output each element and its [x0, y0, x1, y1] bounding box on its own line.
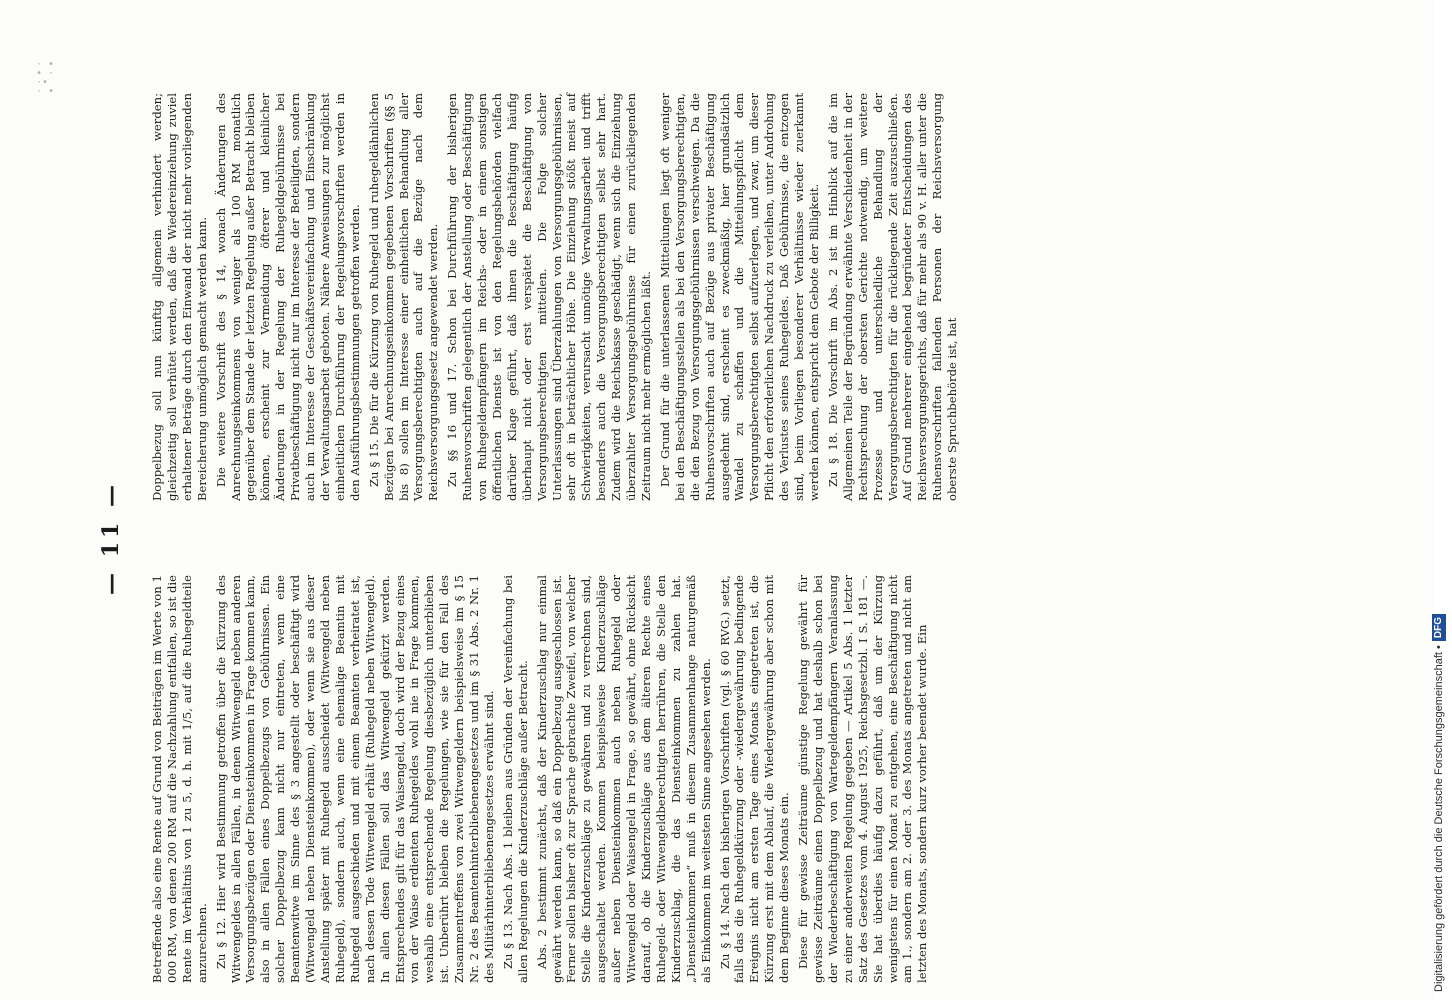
paragraph: Betreffende also eine Rente auf Grund von Beiträgen im Werte von 1 000 RM, von denen 200 RM auf die Nachzahlung entfallen, so ist die Rente im Verhältnis von 1 zu 5, d. h. mit 1/5, auf die Ruhegeldteile anzurechnen.: [150, 575, 209, 983]
credit-text: Digitalisierung gefördert durch die Deutsche Forschungsgemeinschaft •: [1432, 645, 1445, 992]
dfg-logo: DFG: [1432, 614, 1446, 641]
margin-specks: · ∙ ∙ · ·∙ · ∙: [36, 59, 55, 97]
paragraph: Zu § 14. Nach den bisherigen Vorschriften (vgl. § 60 RVG.) setzt, falls das die Ruhegeldkürzung oder -wiedergewährung bedingende Ereignis nicht am ersten Tage eines Monats eingetreten ist, die Kürzung erst mit dem Ablauf, die Wiedergewährung aber schon mit dem Beginne dieses Monats ein.: [717, 575, 792, 983]
paragraph: Der Grund für die unterlassenen Mitteilungen liegt oft weniger bei den Beschäftigungsstellen als bei den Versorgungsberechtigten, die den Bezug von Versorgungsgebührnissen verschweigen. Da die Ruhensvorschriften auch auf Bezüge aus privater Beschäftigung ausgedehnt sind, erscheint es zweckmäßig, hier grundsätzlich Wandel zu schaffen und die Mitteilungspflicht dem Versorgungsberechtigten selbst aufzuerlegen, und zwar, um dieser Pflicht den erforderlichen Nachdruck zu verleihen, unter Androhung des Verlustes seines Ruhegeldes. Daß Gebührnisse, die entzogen sind, beim Vorliegen besonderer Verhältnisse wieder zuerkannt werden können, entspricht dem Gebote der Billigkeit.: [657, 93, 821, 501]
paragraph: Zu § 15. Die für die Kürzung von Ruhegeld und ruhegeldähnlichen Bezügen bei Anrechnungseinkommen gegebenen Vorschriften (§§ 5 bis 8) sollen im Interesse einer einheitlichen Behandlung aller Versorgungsberechtigten auch auf die Bezüge nach dem Reichsversorgungsgesetz angewendet werden.: [366, 93, 441, 501]
page-number-header: — 11 —: [98, 481, 124, 595]
paragraph: Zu § 12. Hier wird Bestimmung getroffen über die Kürzung des Witwengeldes in allen Fällen, in denen Witwengeld neben anderen Versorgungsbezügen oder Diensteinkommen in Frage kommen kann, also in allen Fällen eines Doppelbezugs von Gebührnissen. Ein solcher Doppelbezug kann nicht nur eintreten, wenn eine Beamtenwitwe im Sinne des § 3 angestellt oder beschäftigt wird (Witwengeld neben Diensteinkommen), oder wenn sie aus dieser Anstellung später mit Ruhegeld ausscheidet (Witwengeld neben Ruhegeld), sondern auch, wenn eine ehemalige Beamtin mit Ruhegeld ausgeschieden und mit einem Beamten verheiratet ist, nach dessen Tode Witwengeld erhält (Ruhegeld neben Witwengeld). In allen diesen Fällen soll das Witwengeld gekürzt werden. Entsprechendes gilt für das Waisengeld, doch wird der Bezug eines von der Waise erdienten Ruhegeldes wohl nie in Frage kommen, weshalb eine entsprechende Regelung diesbezüglich unterblieben ist. Unberührt bleiben die Regelungen, wie sie für den Fall des Zusammentreffens von zwei Witwengeldern beispielsweise im § 15 Nr. 2 des Beamtenhinterbliebenengesetzes und im § 31 Abs. 2 Nr. 1 des Militärhinterbliebenengesetzes erwähnt sind.: [213, 575, 496, 983]
paragraph: Zu §§ 16 und 17. Schon bei Durchführung der bisherigen Ruhensvorschriften gelegentlich der Anstellung oder Beschäftigung von Ruhegeldempfängern im Reichs- oder in einem sonstigen öffentlichen Dienste ist von den Regelungsbehörden vielfach darüber Klage geführt, daß ihnen die Beschäftigung häufig überhaupt nicht oder erst verspätet die Beschäftigung von Versorgungsberechtigten mitteilen. Die Folge solcher Unterlassungen sind Überzahlungen von Versorgungsgebührnissen, sehr oft in beträchtlicher Höhe. Die Einziehung stößt meist auf Schwierigkeiten, verursacht unnötige Verwaltungsarbeit und trifft besonders auch die Versorgungsberechtigten selbst sehr hart. Zudem wird die Reichskasse geschädigt, wenn sich die Einziehung überzahlter Versorgungsgebührnisse für einen zurückliegenden Zeitraum nicht mehr ermöglichen läßt.: [445, 93, 653, 501]
dfg-credit-line: [1432, 7, 1452, 992]
paragraph: Doppelbezug soll nun künftig allgemein verhindert werden; gleichzeitig soll verhütet werden, daß die Wiedereinziehung zuviel erhaltener Beträge durch den Einwand der nicht mehr vorliegenden Bereicherung unmöglich gemacht werden kann.: [150, 93, 209, 501]
paragraph: Diese für gewisse Zeiträume günstige Regelung gewährt für gewisse Zeiträume einen Doppelbezug und hat deshalb schon bei der Wiederbeschäftigung von Wartegeldempfängern Veranlassung zu einer anderweiten Regelung gegeben — Artikel 5 Abs. 1 letzter Satz des Gesetzes vom 4. August 1925, Reichsgesetzbl. I S. 181 —. Sie hat überdies häufig dazu geführt, daß um der Kürzung wenigstens für einen Monat zu entgehen, eine Beschäftigung nicht am 1., sondern am 2. oder 3. des Monats angetreten und nicht am letzten des Monats, sondern kurz vorher beendet wurde. Ein: [796, 575, 930, 983]
right-column: [150, 93, 964, 501]
paragraph: Die weitere Vorschrift des § 14, wonach Änderungen des Anrechnungseinkommens von weniger als 100 RM monatlich gegenüber dem Stande der letzten Regelung außer Betracht bleiben können, erscheint zur Vermeidung öfterer und kleinlicher Änderungen in der Regelung der Ruhegeldgebührnisse bei Privatbeschäftigung nicht nur im Interesse der Beteiligten, sondern auch im Interesse der Geschäftsvereinfachung und Einschränkung der Verwaltungsarbeit geboten. Nähere Anweisungen zur möglichst einheitlichen Durchführung der Regelungsvorschriften werden in den Ausführungsbestimmungen getroffen werden.: [213, 93, 362, 501]
paragraph: Zu § 13. Nach Abs. 1 bleiben aus Gründen der Vereinfachung bei allen Regelungen die Kinderzuschläge außer Betracht.: [500, 575, 530, 983]
rotated-page: [98, 93, 1298, 983]
left-column: [150, 575, 934, 983]
paragraph: Zu § 18. Die Vorschrift im Abs. 2 ist im Hinblick auf die im Allgemeinen Teile der Begründung erwähnte Verschiedenheit in der Rechtsprechung der obersten Gerichte notwendig, um weitere Prozesse und unterschiedliche Behandlung der Versorgungsberechtigten für die rückliegende Zeit auszuschließen. Auf Grund mehrerer eingehend begründeter Entscheidungen des Reichsversorgungsgerichts, daß für mehr als 90 v. H. aller unter die Ruhensvorschriften fallenden Personen der Reichsversorgung oberste Spruchbehörde ist, hat: [825, 93, 960, 501]
paragraph: Abs. 2 bestimmt zunächst, daß der Kinderzuschlag nur einmal gewährt werden kann, so daß ein Doppelbezug ausgeschlossen ist. Ferner sollen bisher oft zur Sprache gebrachte Zweifel, von welcher Stelle die Kinderzuschläge zu gewähren und zu verrechnen sind, ausgeschaltet werden. Kommen beispielsweise Kinderzuschläge außer neben Diensteinkommen auch neben Ruhegeld oder Witwengeld oder Waisengeld in Frage, so gewährt, ohne Rücksicht darauf, ob die Kinderzuschläge aus dem älteren Rechte eines Ruhegeld- oder Witwengeldberechtigten herrühren, die Stelle den Kinderzuschlag, die das Diensteinkommen zu zahlen hat. „Diensteinkommen“ muß in diesem Zusammenhange naturgemäß als Einkommen im weitesten Sinne angesehen werden.: [534, 575, 713, 983]
